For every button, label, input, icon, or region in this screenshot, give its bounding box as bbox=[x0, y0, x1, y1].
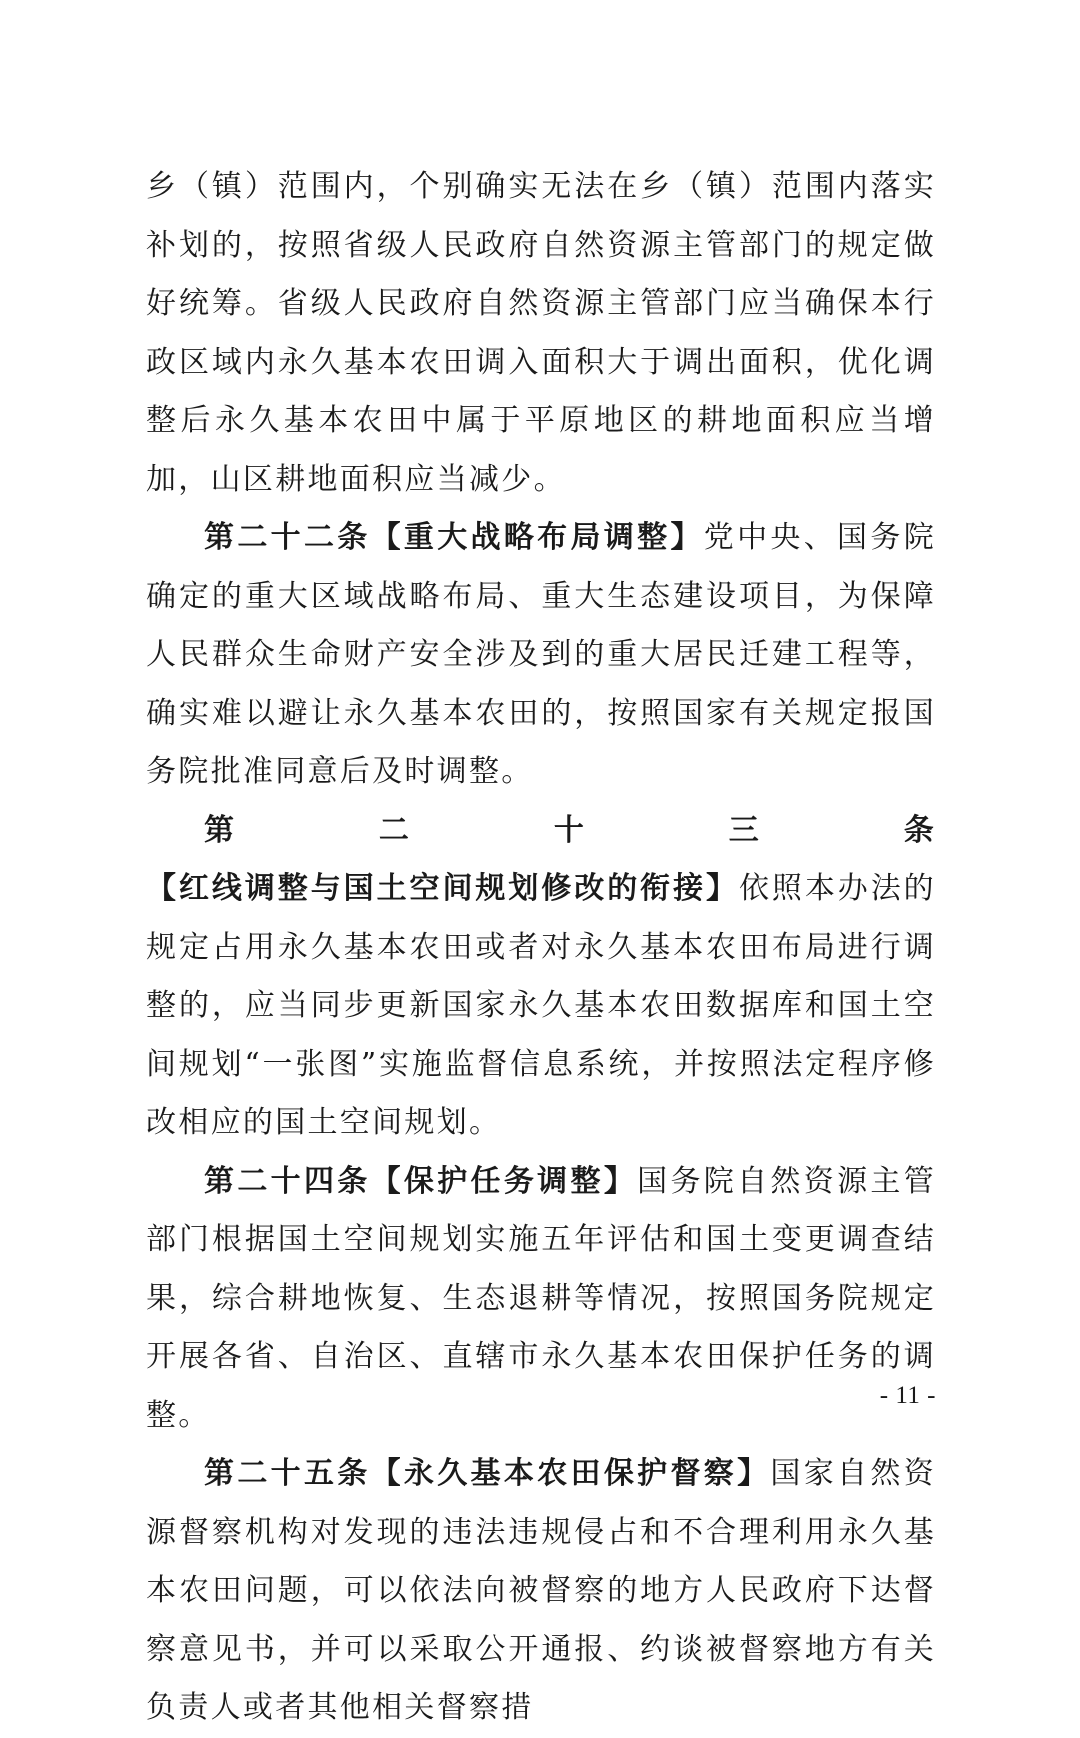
article-title: 【保护任务调整】 bbox=[370, 1163, 638, 1199]
article-body: 国家自然资源督察机构对发现的违法违规侵占和不合理利用永久基本农田问题，可以依法向被督察的地方人民政府下达督察意见书，并可以采取公开通报、约谈被督察地方有关负责人或者其他相关督察措 bbox=[146, 1456, 936, 1725]
article-body: 国务院自然资源主管部门根据国土空间规划实施五年评估和国土变更调查结果，综合耕地恢复、生态退耕等情况，按照国务院规定开展各省、自治区、直辖市永久基本农田保护任务的调整。 bbox=[146, 1163, 937, 1433]
article-number: 第二十三条 bbox=[204, 812, 936, 848]
article-number: 第二十四条 bbox=[204, 1163, 371, 1199]
article-title: 【永久基本农田保护督察】 bbox=[370, 1456, 771, 1491]
article-22 bbox=[146, 509, 936, 802]
article-title: 【红线调整与国土空间规划修改的衔接】 bbox=[146, 871, 739, 906]
article-body: 党中央、国务院确定的重大区域战略布局、重大生态建设项目，为保障人民群众生命财产安全涉及到的重大居民迁建工程等，确实难以避让永久基本农田的，按照国家有关规定报国务院批准同意后及时调整。 bbox=[146, 520, 936, 789]
article-24 bbox=[146, 1153, 936, 1446]
article-23 bbox=[146, 802, 936, 1153]
page-number: - 11 - bbox=[879, 1382, 936, 1409]
article-25 bbox=[146, 1445, 936, 1738]
article-title: 【重大战略布局调整】 bbox=[370, 520, 704, 555]
article-body: 依照本办法的规定占用永久基本农田或者对永久基本农田布局进行调整的，应当同步更新国家永久基本农田数据库和国土空间规划“一张图”实施监督信息系统，并按照法定程序修改相应的国土空间规划。 bbox=[146, 871, 936, 1140]
article-number: 第二十五条 bbox=[204, 1456, 371, 1491]
document-body bbox=[146, 158, 936, 1738]
continued-paragraph bbox=[146, 158, 936, 509]
article-number: 第二十二条 bbox=[204, 520, 371, 555]
continued-text: 乡（镇）范围内，个别确实无法在乡（镇）范围内落实补划的，按照省级人民政府自然资源主管部门的规定做好统筹。省级人民政府自然资源主管部门应当确保本行政区域内永久基本农田调入面积大于调出面积，优化调整后永久基本农田中属于平原地区的耕地面积应当增加，山区耕地面积应当减少。 bbox=[146, 169, 936, 497]
